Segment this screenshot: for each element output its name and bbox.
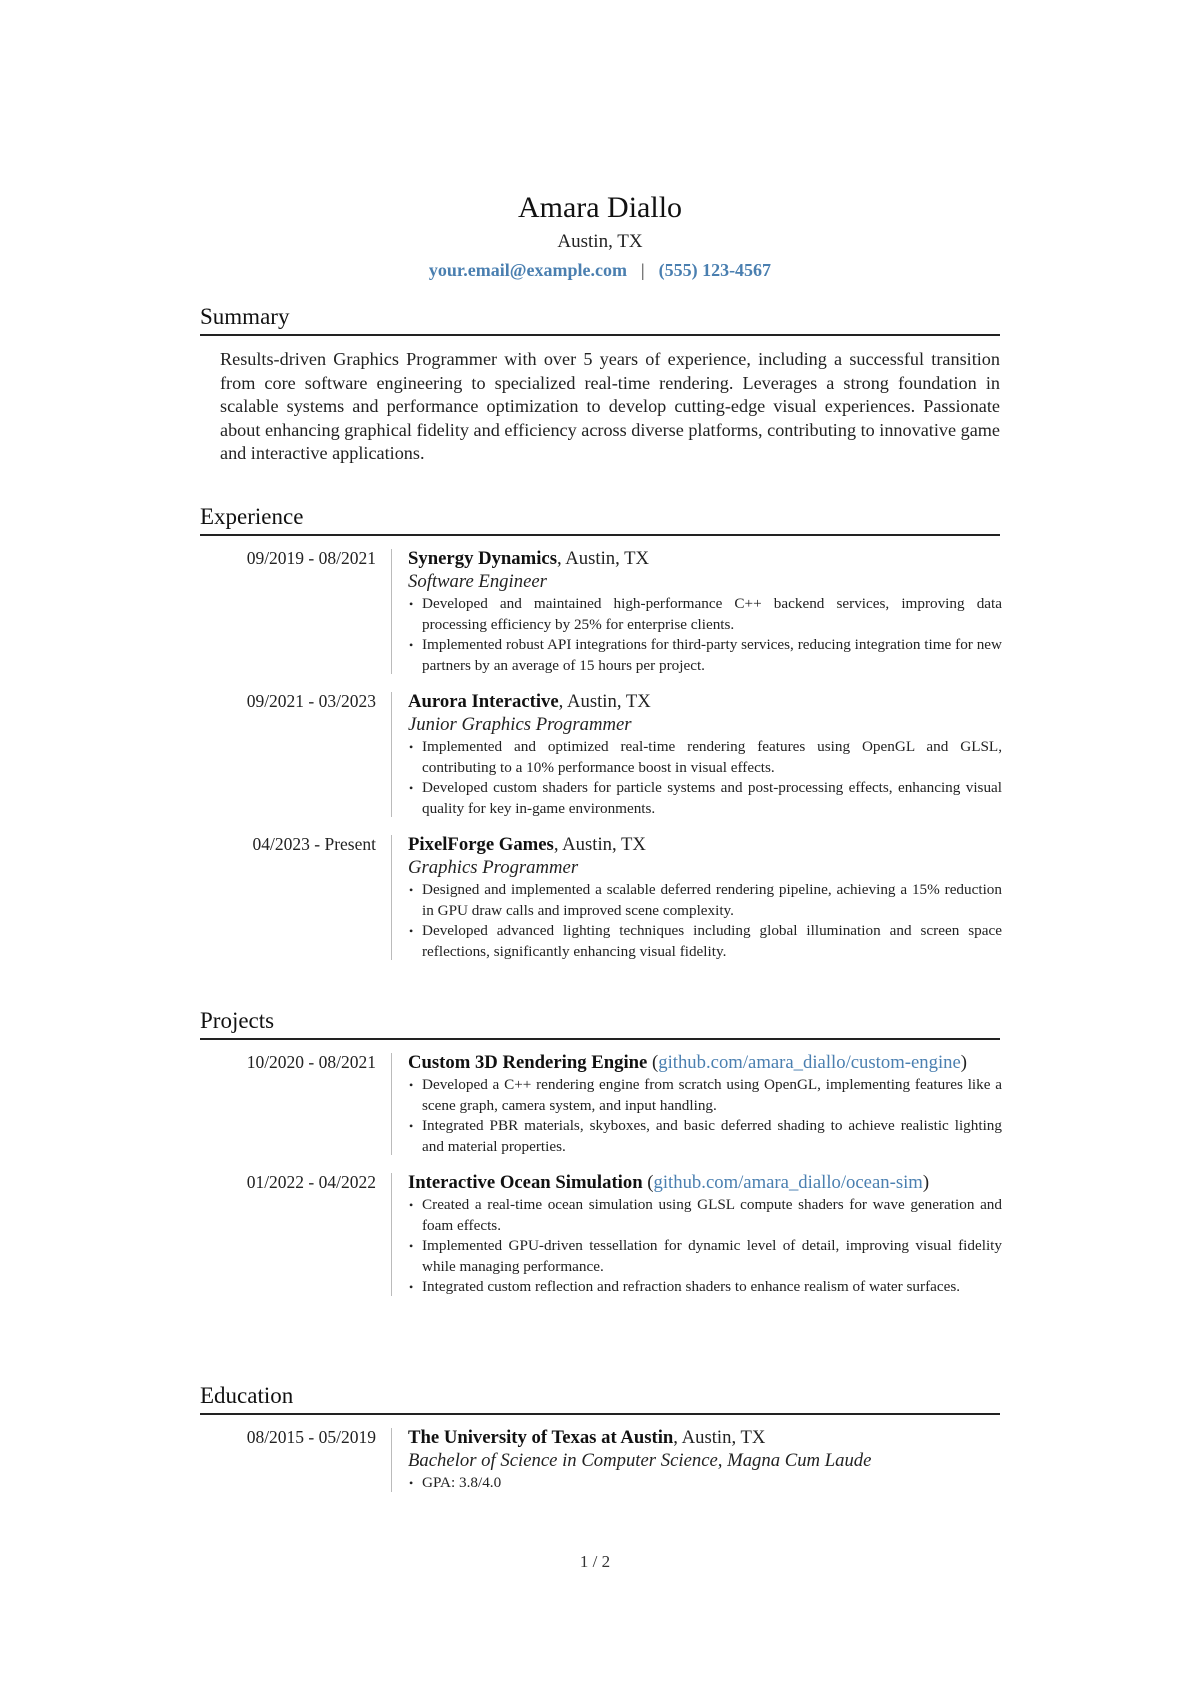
entry-date: 09/2019 - 08/2021 xyxy=(246,548,376,568)
entry-divider xyxy=(391,1053,392,1155)
company-name: Synergy Dynamics xyxy=(408,548,557,569)
project-name: Interactive Ocean Simulation xyxy=(408,1172,643,1193)
candidate-name: Amara Diallo xyxy=(517,191,683,224)
projects-section xyxy=(200,1007,1000,1298)
page-number: 1 / 2 xyxy=(579,1552,611,1571)
company-location: , Austin, TX xyxy=(553,834,646,855)
entry-body xyxy=(408,1171,1002,1298)
education-title: Education xyxy=(200,1382,1000,1415)
bullet-item: • Integrated PBR materials, skyboxes, and basic deferred shading to achieve realistic lighting and material properties. xyxy=(408,1116,1002,1157)
entry-body xyxy=(408,833,1002,962)
bullet-list xyxy=(408,880,1002,962)
entry-divider xyxy=(391,1173,392,1296)
bullet-item: • Implemented robust API integrations for third-party services, reducing integration time for new partners by an average of 15 hours per project. xyxy=(408,635,1002,676)
projects-title: Projects xyxy=(200,1007,1000,1040)
bullet-item: • Integrated custom reflection and refraction shaders to enhance realism of water surfaces. xyxy=(408,1277,1002,1298)
bullet-list xyxy=(408,737,1002,819)
entry-divider xyxy=(391,692,392,817)
experience-entry xyxy=(200,547,1000,676)
entry-date: 09/2021 - 03/2023 xyxy=(246,691,376,711)
bullet-item: • GPA: 3.8/4.0 xyxy=(408,1473,1002,1494)
entry-divider xyxy=(391,549,392,674)
contact-line xyxy=(200,258,1000,282)
company-location: , Austin, TX xyxy=(558,691,651,712)
entry-date: 01/2022 - 04/2022 xyxy=(246,1172,376,1192)
entry-date: 04/2023 - Present xyxy=(252,834,376,854)
bullet-item: • Created a real-time ocean simulation using GLSL compute shaders for wave generation and foam effects. xyxy=(408,1195,1002,1236)
entry-divider xyxy=(391,835,392,960)
email-link[interactable]: your.email@example.com xyxy=(428,260,627,280)
entry-body xyxy=(408,690,1002,819)
candidate-location: Austin, TX xyxy=(557,231,643,252)
project-link[interactable]: github.com/amara_diallo/ocean-sim xyxy=(653,1172,923,1193)
experience-entry xyxy=(200,833,1000,962)
school-name: The University of Texas at Austin xyxy=(408,1427,674,1448)
company-name: PixelForge Games xyxy=(408,834,554,855)
experience-section xyxy=(200,503,1000,962)
bullet-list xyxy=(408,594,1002,676)
summary-text: Results-driven Graphics Programmer with over 5 years of experience, including a successful transition from core software engineering to specialized real-time rendering. Leverages a strong foundation in scalable systems and performance optimization to develop cutting-edge visual experiences. Passionate about enhancing graphical fidelity and efficiency across diverse platforms, contributing to innovative game and interactive applications. xyxy=(220,349,1000,463)
entry-body xyxy=(408,547,1002,676)
company-location: , Austin, TX xyxy=(556,548,650,569)
bullet-item: • Implemented GPU-driven tessellation for dynamic level of detail, improving visual fidelity while managing performance. xyxy=(408,1236,1002,1277)
project-entry xyxy=(200,1171,1000,1298)
summary-section xyxy=(200,303,1000,466)
entry-heading xyxy=(408,547,1002,570)
bullet-item: • Developed and maintained high-performance C++ backend services, improving data processing efficiency by 25% for enterprise clients. xyxy=(408,594,1002,635)
bullet-list xyxy=(408,1473,1002,1494)
bullet-list xyxy=(408,1075,1002,1157)
job-title: Junior Graphics Programmer xyxy=(408,714,632,735)
bullet-item: • Designed and implemented a scalable deferred rendering pipeline, achieving a 15% reduction in GPU draw calls and improved scene complexity. xyxy=(408,880,1002,921)
bullet-item: • Developed custom shaders for particle systems and post-processing effects, enhancing visual quality for key in-game environments. xyxy=(408,778,1002,819)
entry-body xyxy=(408,1051,1002,1157)
entry-divider xyxy=(391,1428,392,1492)
experience-entry xyxy=(200,690,1000,819)
entry-heading xyxy=(408,833,1002,856)
bullet-item: • Implemented and optimized real-time rendering features using OpenGL and GLSL, contributing to a 10% performance boost in visual effects. xyxy=(408,737,1002,778)
project-entry xyxy=(200,1051,1000,1157)
bullet-item: • Developed a C++ rendering engine from scratch using OpenGL, implementing features like a scene graph, camera system, and input handling. xyxy=(408,1075,1002,1116)
degree: Bachelor of Science in Computer Science, Magna Cum Laude xyxy=(408,1450,872,1471)
entry-heading: Interactive Ocean Simulation (github.com/amara_diallo/ocean-sim) xyxy=(408,1172,930,1193)
company-name: Aurora Interactive xyxy=(408,691,559,712)
entry-heading xyxy=(408,690,1002,713)
job-title: Software Engineer xyxy=(408,571,547,592)
entry-body xyxy=(408,1426,1002,1494)
summary-title: Summary xyxy=(200,303,1000,336)
phone-link[interactable]: (555) 123-4567 xyxy=(658,260,772,280)
education-section xyxy=(200,1382,1000,1494)
entry-date: 08/2015 - 05/2019 xyxy=(246,1427,376,1447)
job-title: Graphics Programmer xyxy=(408,857,579,878)
experience-title: Experience xyxy=(200,503,1000,536)
entry-heading: Custom 3D Rendering Engine (github.com/amara_diallo/custom-engine) xyxy=(408,1052,968,1073)
project-link[interactable]: github.com/amara_diallo/custom-engine xyxy=(658,1052,961,1073)
bullet-list xyxy=(408,1195,1002,1298)
entry-date: 10/2020 - 08/2021 xyxy=(246,1052,376,1072)
resume-page xyxy=(200,0,1000,1683)
education-entry xyxy=(200,1426,1000,1494)
bullet-item: • Developed advanced lighting techniques including global illumination and screen space reflections, significantly enhancing visual fidelity. xyxy=(408,921,1002,962)
entry-heading xyxy=(408,1426,1002,1449)
resume-header xyxy=(200,190,1000,282)
project-name: Custom 3D Rendering Engine xyxy=(408,1052,648,1073)
contact-separator: | xyxy=(640,260,645,280)
school-location: , Austin, TX xyxy=(673,1427,766,1448)
